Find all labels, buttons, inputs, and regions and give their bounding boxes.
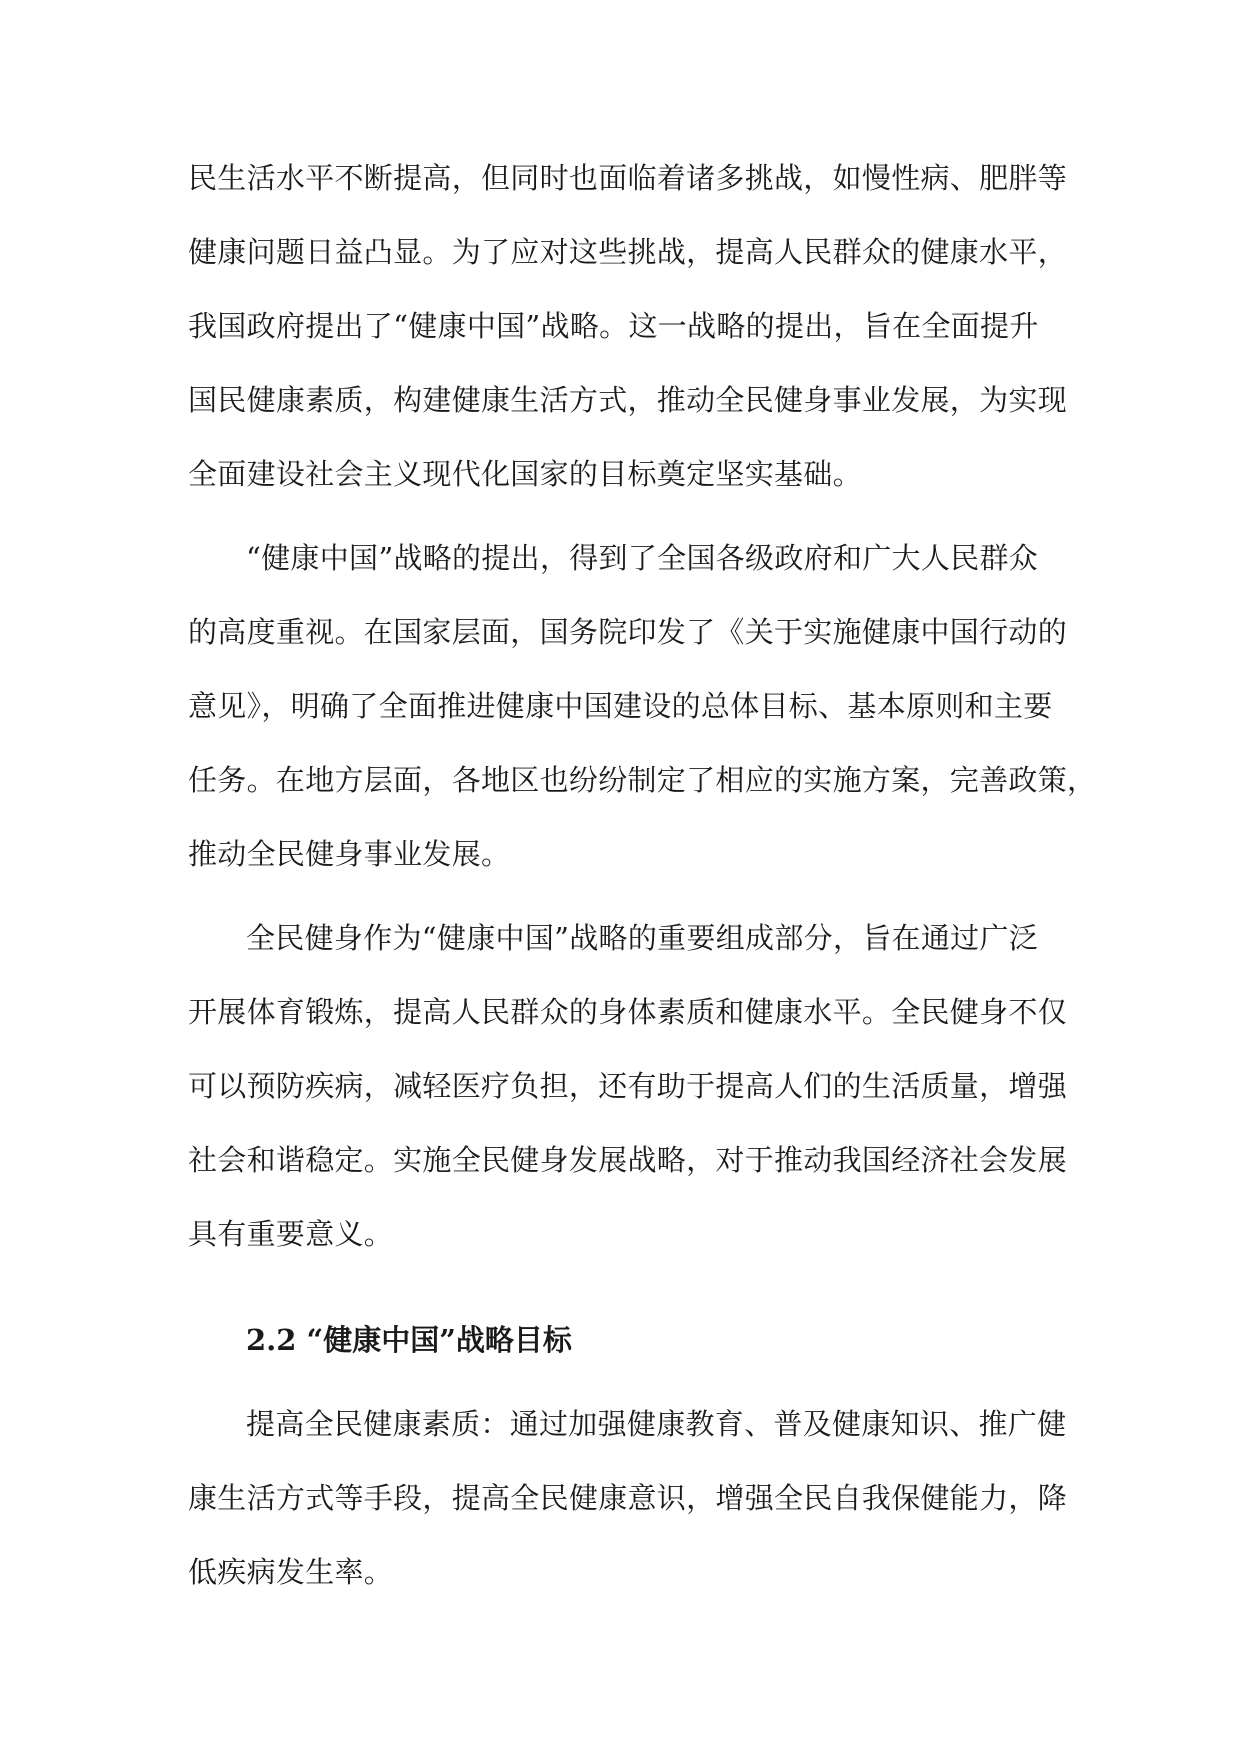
section-spacing	[188, 1271, 1068, 1303]
paragraph	[188, 521, 1097, 891]
text-line: 的高度重视。在国家层面，国务院印发了《关于实施健康中国行动的	[188, 615, 1068, 649]
text-line: 我国政府提出了“健康中国”战略。这一战略的提出，旨在全面提升	[188, 309, 1039, 343]
text-line: 可以预防疾病，减轻医疗负担，还有助于提高人们的生活质量，增强	[188, 1069, 1068, 1103]
document-page	[188, 141, 1097, 1609]
text-line: 意见》，明确了全面推进健康中国建设的总体目标、基本原则和主要	[188, 689, 1053, 723]
text-line: 提高全民健康素质：通过加强健康教育、普及健康知识、推广健	[246, 1407, 1067, 1441]
text-line: 全面建设社会主义现代化国家的目标奠定坚实基础。	[188, 457, 862, 491]
text-line: 推动全民健身事业发展。	[188, 837, 511, 871]
paragraph-spacing	[188, 1377, 1068, 1387]
text-line: 低疾病发生率。	[188, 1555, 394, 1589]
text-line: 社会和谐稳定。实施全民健身发展战略，对于推动我国经济社会发展	[188, 1143, 1068, 1177]
text-line: 具有重要意义。	[188, 1217, 394, 1251]
text-line: 康生活方式等手段，提高全民健康意识，增强全民自我保健能力，降	[188, 1481, 1068, 1515]
paragraph	[188, 1387, 1068, 1609]
paragraph	[188, 901, 1068, 1271]
text-line: 健康问题日益凸显。为了应对这些挑战，提高人民群众的健康水平，	[188, 235, 1068, 269]
paragraph-spacing	[188, 511, 1068, 521]
text-line: “健康中国”战略的提出，得到了全国各级政府和广大人民群众	[246, 541, 1039, 575]
text-line: 任务。在地方层面，各地区也纷纷制定了相应的实施方案，完善政策，	[188, 763, 1097, 797]
text-line: 全民健身作为“健康中国”战略的重要组成部分，旨在通过广泛	[246, 921, 1039, 955]
section-heading: 2.2 “健康中国”战略目标	[246, 1323, 572, 1357]
paragraph-spacing	[188, 891, 1068, 901]
paragraph	[188, 141, 1068, 511]
text-line: 开展体育锻炼，提高人民群众的身体素质和健康水平。全民健身不仅	[188, 995, 1068, 1029]
text-line: 国民健康素质，构建健康生活方式，推动全民健身事业发展，为实现	[188, 383, 1068, 417]
text-line: 民生活水平不断提高，但同时也面临着诸多挑战，如慢性病、肥胖等	[188, 161, 1068, 195]
